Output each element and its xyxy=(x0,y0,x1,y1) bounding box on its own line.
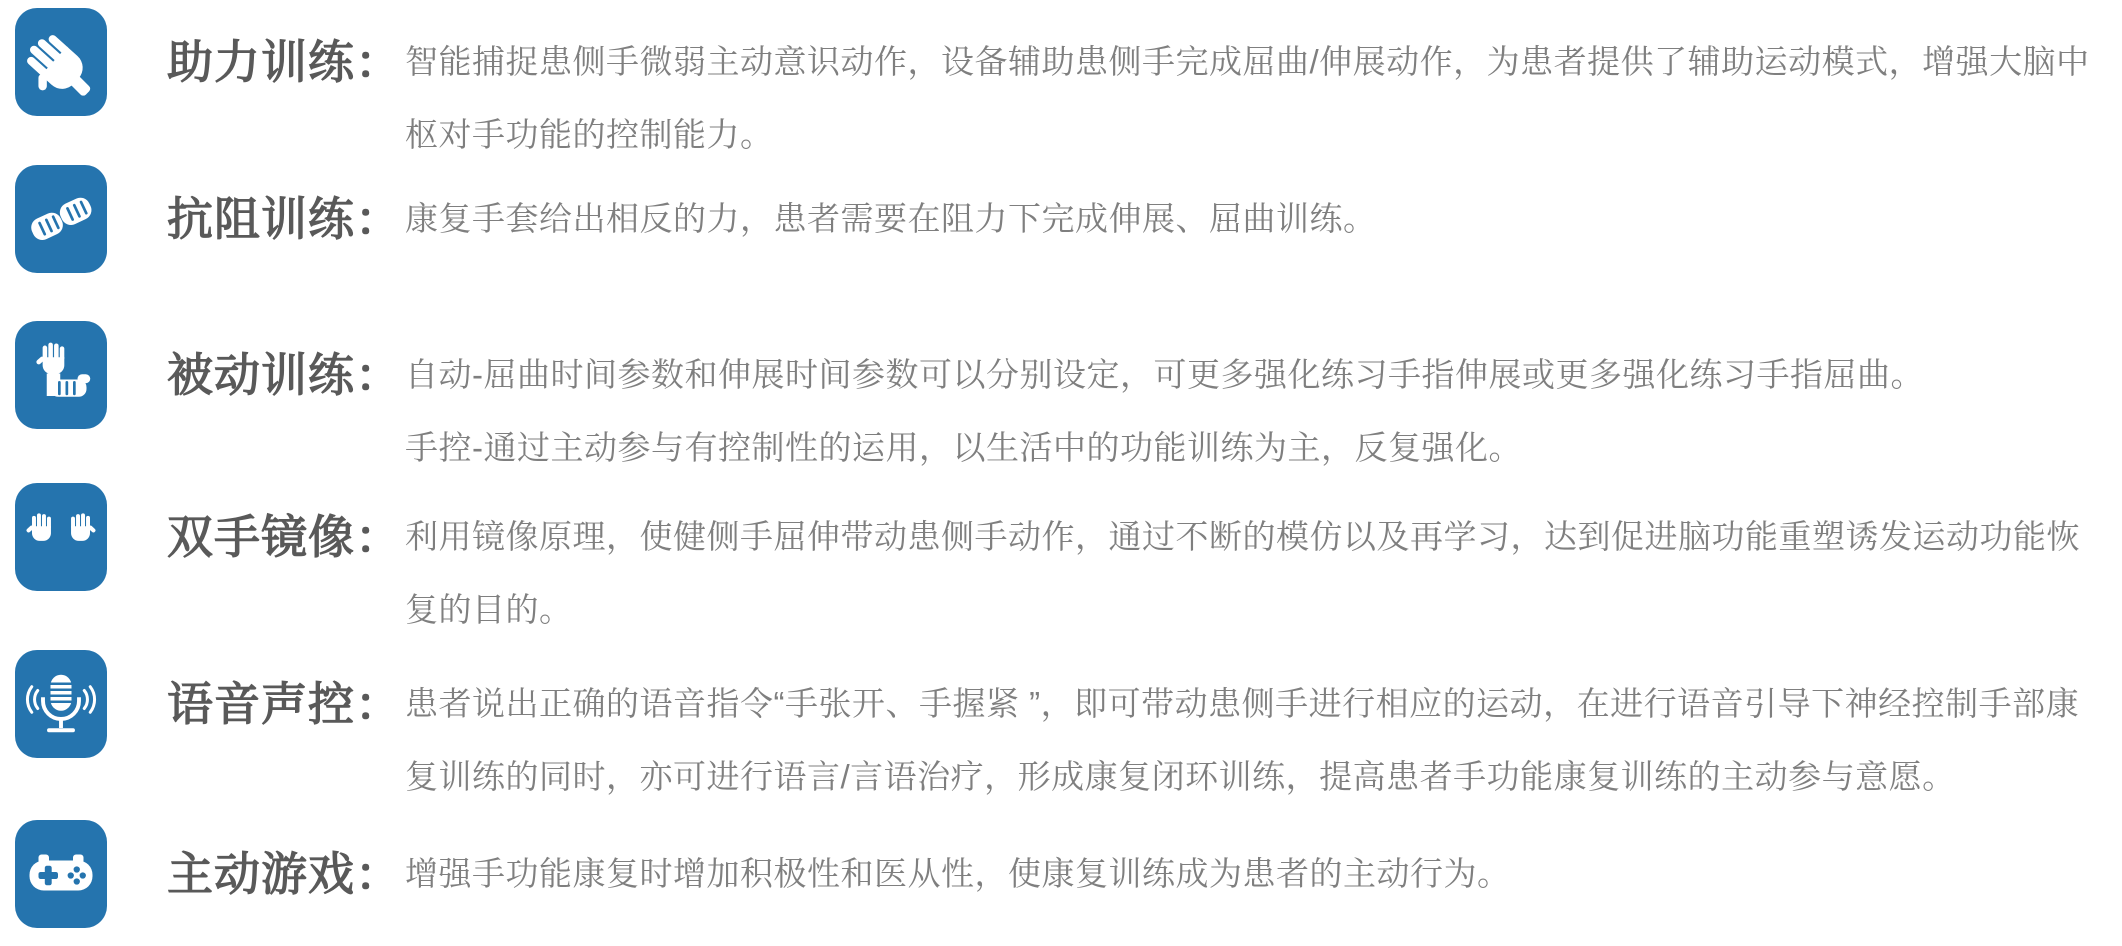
description-paragraph: 智能捕捉患侧手微弱主动意识动作，设备辅助患侧手完成屈曲/伸展动作，为患者提供了辅助运动模式，增强大脑中枢对手功能的控制能力。 xyxy=(405,43,2090,153)
description-paragraph: 患者说出正确的语音指令“手张开、手握紧 ”，即可带动患侧手进行相应的运动，在进行语音引导下神经控制手部康复训练的同时，亦可进行语言/言语治疗，形成康复闭环训练，提高患者手功能康复训练的主动参与意愿。 xyxy=(405,685,2080,795)
mirror-hands-icon xyxy=(25,501,97,573)
icon-tile xyxy=(15,483,107,591)
item-title: 抗阻训练： xyxy=(167,193,402,245)
item-description xyxy=(405,820,2112,910)
gamepad-icon xyxy=(25,838,97,910)
icon-tile xyxy=(15,8,107,116)
item-description xyxy=(405,650,2112,813)
resistance-hands-icon xyxy=(25,183,97,255)
description-paragraph: 手控-通过主动参与有控制性的运用，以生活中的功能训练为主，反复强化。 xyxy=(405,429,1522,466)
item-title: 被动训练： xyxy=(167,349,402,401)
assisted-hand-icon xyxy=(25,26,97,98)
item-title: 语音声控： xyxy=(167,678,402,730)
icon-tile xyxy=(15,165,107,273)
item-description xyxy=(405,8,2112,171)
icon-tile xyxy=(15,321,107,429)
item-description xyxy=(405,483,2112,646)
description-paragraph: 增强手功能康复时增加积极性和医从性，使康复训练成为患者的主动行为。 xyxy=(405,855,1511,892)
list-item-active-games xyxy=(15,820,2112,928)
description-paragraph: 利用镜像原理，使健侧手屈伸带动患侧手动作，通过不断的模仿以及再学习，达到促进脑功能重塑诱发运动功能恢复的目的。 xyxy=(405,518,2080,628)
icon-tile xyxy=(15,820,107,928)
item-title: 双手镜像： xyxy=(167,511,402,563)
list-item-voice-control xyxy=(15,650,2112,795)
item-title: 助力训练： xyxy=(167,36,402,88)
microphone-icon xyxy=(25,668,97,740)
list-item-resistance-training xyxy=(15,165,2112,273)
item-title: 主动游戏： xyxy=(167,848,402,900)
passive-wrist-icon xyxy=(25,339,97,411)
item-description xyxy=(405,165,2112,255)
list-item-mirror-hands xyxy=(15,483,2112,628)
description-paragraph: 康复手套给出相反的力，患者需要在阻力下完成伸展、屈曲训练。 xyxy=(405,200,1377,237)
list-item-passive-training xyxy=(15,321,2112,466)
description-paragraph: 自动-屈曲时间参数和伸展时间参数可以分别设定，可更多强化练习手指伸展或更多强化练习手指屈曲。 xyxy=(405,356,1924,393)
list-item-assisted-training xyxy=(15,8,2112,153)
icon-tile xyxy=(15,650,107,758)
item-description xyxy=(405,321,2112,484)
